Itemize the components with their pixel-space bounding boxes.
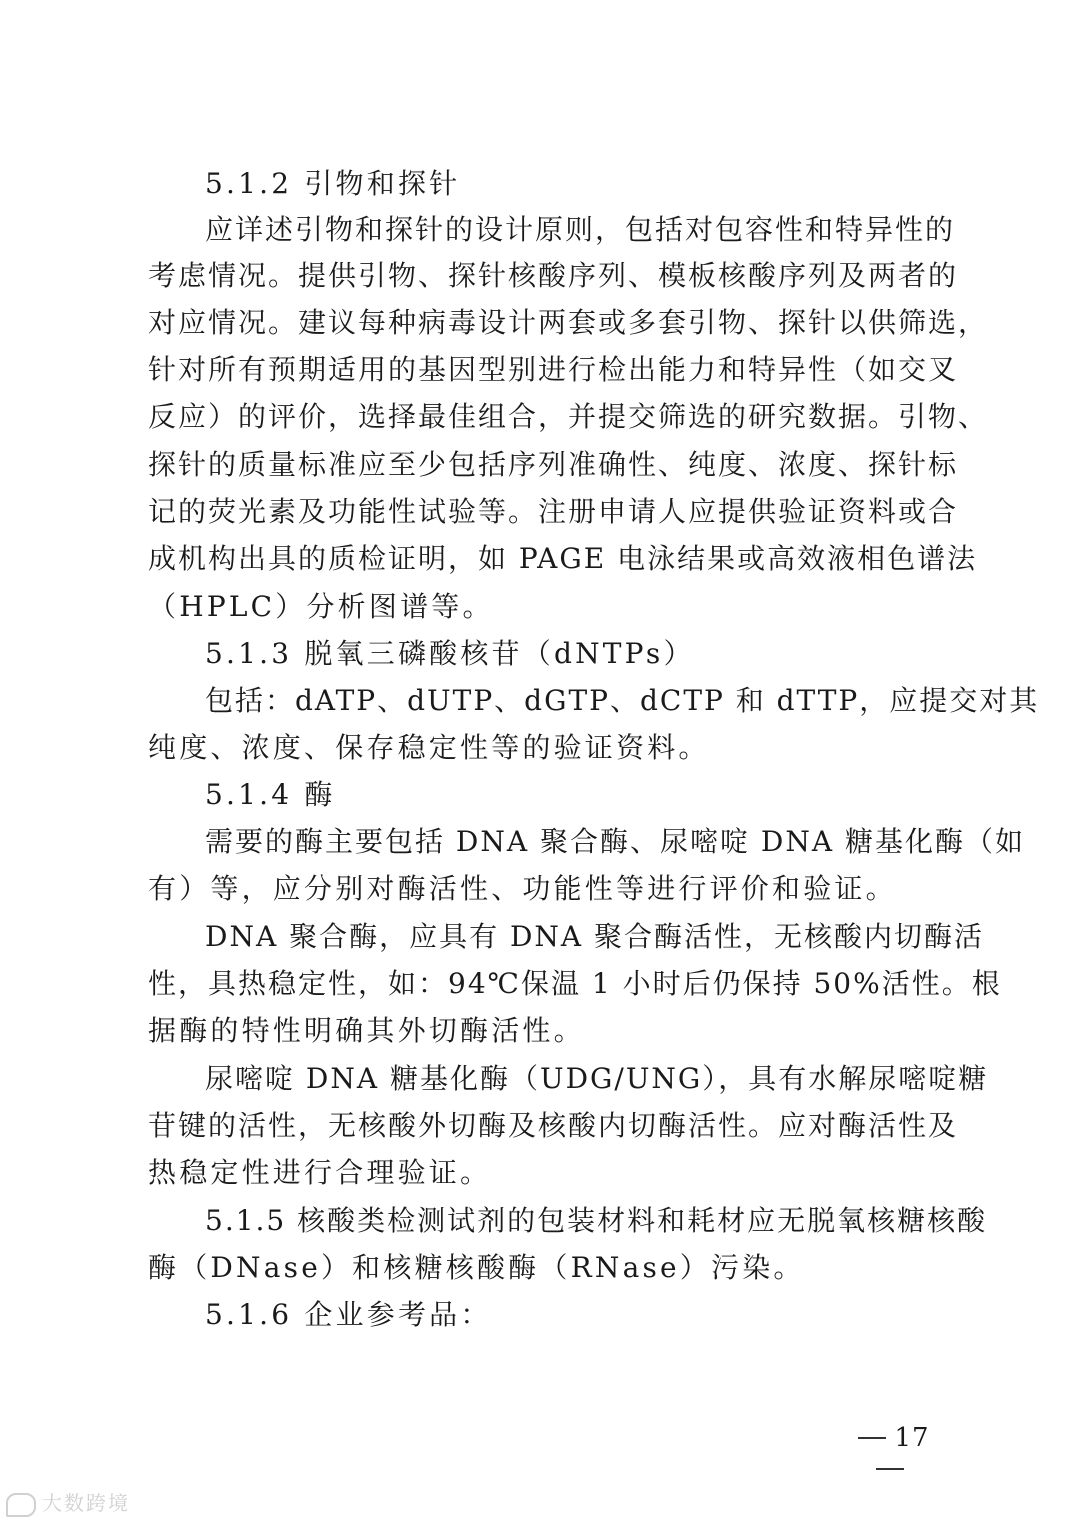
paragraph-line: 对应情况。建议每种病毒设计两套或多套引物、探针以供筛选， bbox=[148, 306, 989, 339]
chat-bubble-icon bbox=[6, 1493, 36, 1517]
page-number bbox=[840, 1422, 940, 1452]
dash-right bbox=[876, 1468, 904, 1470]
paragraph-line: 需要的酶主要包括 DNA 聚合酶、尿嘧啶 DNA 糖基化酶（如 bbox=[205, 825, 1025, 858]
paragraph-line: 性，具热稳定性，如：94℃保温 1 小时后仍保持 50%活性。根 bbox=[148, 967, 1002, 1000]
paragraph-line: 探针的质量标准应至少包括序列准确性、纯度、浓度、探针标 bbox=[148, 448, 959, 481]
section-heading-5-1-3: 5.1.3 脱氧三磷酸核苷（dNTPs） bbox=[205, 637, 695, 670]
watermark-text: 大数跨境 bbox=[42, 1491, 130, 1515]
paragraph-line: 苷键的活性，无核酸外切酶及核酸内切酶活性。应对酶活性及 bbox=[148, 1109, 959, 1142]
paragraph-line: 反应）的评价，选择最佳组合，并提交筛选的研究数据。引物、 bbox=[148, 400, 989, 433]
page-number-text: 17 bbox=[894, 1423, 930, 1453]
paragraph-line: 酶（DNase）和核糖核酸酶（RNase）污染。 bbox=[148, 1251, 805, 1284]
paragraph-line: 应详述引物和探针的设计原则，包括对包容性和特异性的 bbox=[205, 213, 956, 246]
watermark bbox=[6, 1486, 156, 1520]
paragraph-line: 包括：dATP、dUTP、dGTP、dCTP 和 dTTP，应提交对其 bbox=[205, 684, 1040, 717]
paragraph-line: 记的荧光素及功能性试验等。注册申请人应提供验证资料或合 bbox=[148, 495, 959, 528]
paragraph-line: （HPLC）分析图谱等。 bbox=[148, 590, 494, 623]
paragraph-line: 针对所有预期适用的基因型别进行检出能力和特异性（如交叉 bbox=[148, 353, 959, 386]
paragraph-line: 据酶的特性明确其外切酶活性。 bbox=[148, 1014, 585, 1047]
paragraph-line: 有）等，应分别对酶活性、功能性等进行评价和验证。 bbox=[148, 872, 897, 905]
paragraph-line: 尿嘧啶 DNA 糖基化酶（UDG/UNG），具有水解尿嘧啶糖 bbox=[205, 1062, 989, 1095]
section-heading-5-1-4: 5.1.4 酶 bbox=[205, 778, 336, 811]
section-heading-5-1-5: 5.1.5 核酸类检测试剂的包装材料和耗材应无脱氧核糖核酸 bbox=[205, 1204, 988, 1237]
paragraph-line: 成机构出具的质检证明，如 PAGE 电泳结果或高效液相色谱法 bbox=[148, 542, 978, 575]
paragraph-line: 纯度、浓度、保存稳定性等的验证资料。 bbox=[148, 731, 710, 764]
paragraph-line: 热稳定性进行合理验证。 bbox=[148, 1156, 492, 1189]
section-heading-5-1-2: 5.1.2 引物和探针 bbox=[205, 167, 461, 200]
dash-left bbox=[858, 1437, 886, 1439]
paragraph-line: DNA 聚合酶，应具有 DNA 聚合酶活性，无核酸内切酶活 bbox=[205, 920, 985, 953]
section-heading-5-1-6: 5.1.6 企业参考品： bbox=[205, 1298, 492, 1331]
paragraph-line: 考虑情况。提供引物、探针核酸序列、模板核酸序列及两者的 bbox=[148, 259, 959, 292]
